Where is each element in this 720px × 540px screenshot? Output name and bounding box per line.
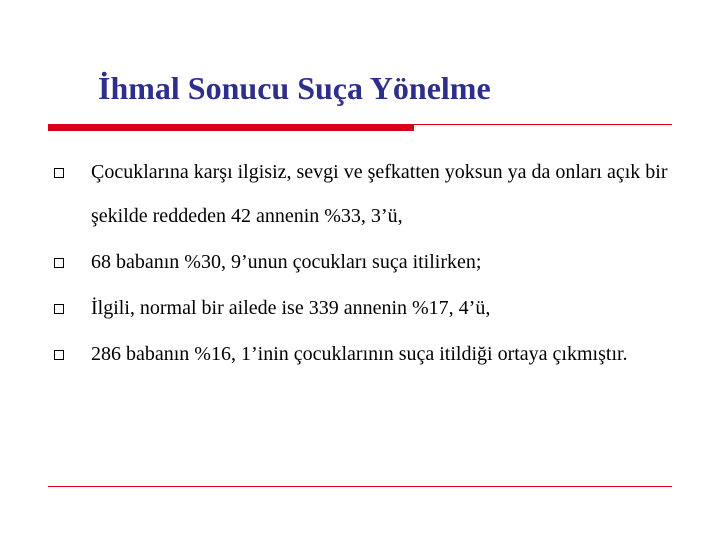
title-divider-thick xyxy=(48,124,414,131)
bullet-text: İlgili, normal bir ailede ise 339 annenin %17, 4’ü, xyxy=(91,297,491,319)
bullet-text: Çocuklarına karşı ilgisiz, sevgi ve şefkatten yoksun ya da onları açık bir şekilde reddeden 42 annenin %33, 3’ü, xyxy=(91,161,668,227)
hollow-square-icon xyxy=(54,258,64,268)
hollow-square-icon xyxy=(54,304,64,314)
hollow-square-icon xyxy=(54,350,64,360)
bullet-item xyxy=(48,150,688,238)
title-divider-thin xyxy=(414,124,672,125)
footer-divider xyxy=(48,486,672,487)
bullet-list xyxy=(48,150,688,378)
bullet-text: 68 babanın %30, 9’unun çocukları suça itilirken; xyxy=(91,251,482,273)
bullet-item xyxy=(48,286,688,330)
hollow-square-icon xyxy=(54,168,64,178)
bullet-item xyxy=(48,240,688,284)
bullet-text: 286 babanın %16, 1’inin çocuklarının suça itildiği ortaya çıkmıştır. xyxy=(91,343,628,365)
slide-title: İhmal Sonucu Suça Yönelme xyxy=(98,70,491,106)
bullet-item xyxy=(48,332,688,376)
